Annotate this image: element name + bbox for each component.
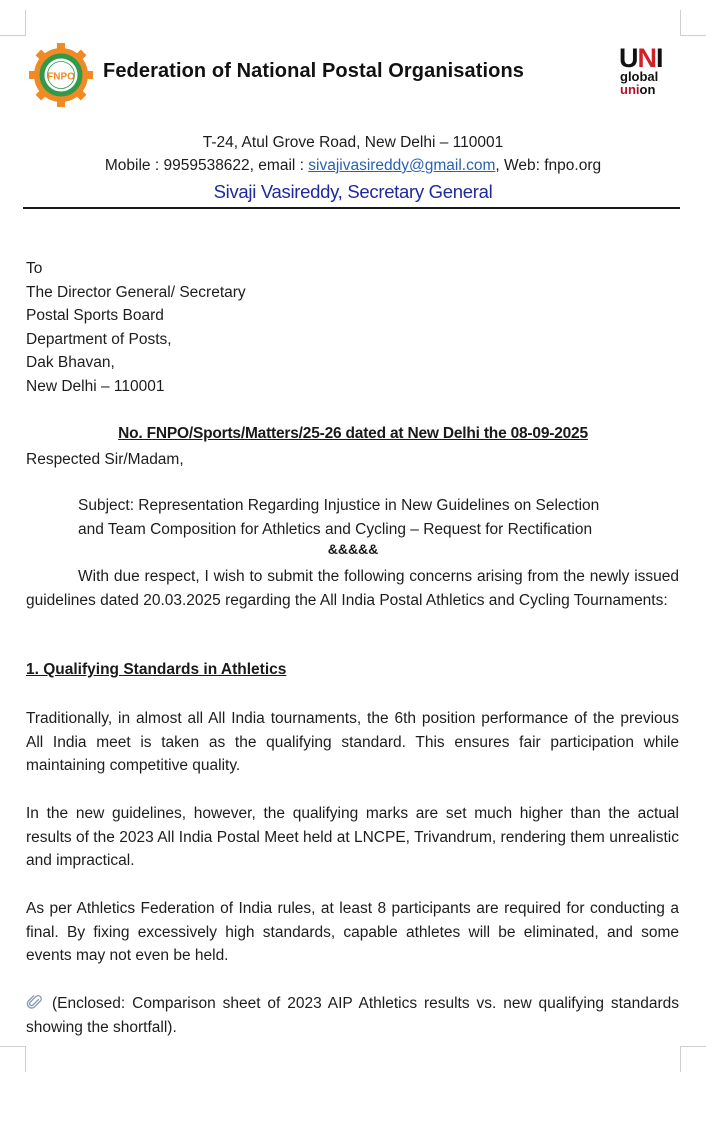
email-link[interactable]: sivajivasireddy@gmail.com: [308, 157, 496, 174]
separator: &&&&&: [327, 541, 379, 557]
paragraph: In the new guidelines, however, the qualifying marks are set much higher than the actual results of the 2023 All India Postal Meet held at LNCPE, Trivandrum, rendering them unrealistic and impractical.: [26, 805, 679, 869]
reference-number: No. FNPO/Sports/Matters/25-26 dated at New Delhi the 08-09-2025: [118, 425, 588, 442]
crop-mark-bottom-left: [0, 1046, 26, 1072]
org-contact-line: Mobile : 9959538622, email : sivajivasireddy@gmail.com, Web: fnpo.org: [104, 157, 602, 174]
header-divider: [23, 207, 680, 209]
paperclip-icon: [26, 993, 44, 1011]
fnpo-logo-icon: [28, 42, 94, 108]
signatory-line: Sivaji Vasireddy, Secretary General: [213, 181, 493, 202]
paragraph: Traditionally, in almost all All India tournaments, the 6th position performance of the previous All India meet is taken as the qualifying standard. This ensures fair participation while maintaining competitive quality.: [26, 710, 679, 774]
letterhead: [22, 38, 682, 110]
crop-mark-bottom-right: [680, 1046, 706, 1072]
uni-global-union-logo: UNI global union: [619, 43, 663, 97]
section-heading: 1. Qualifying Standards in Athletics: [26, 661, 287, 678]
enclosure-note: (Enclosed: Comparison sheet of 2023 AIP Athletics results vs. new qualifying standards showing the shortfall).: [26, 995, 679, 1036]
svg-text:FNPO: FNPO: [47, 71, 75, 83]
recipient-address: To The Director General/ Secretary Postal Sports Board Department of Posts, Dak Bhavan, New Delhi – 110001: [26, 260, 246, 395]
salutation: Respected Sir/Madam,: [26, 451, 184, 468]
crop-mark-top-right: [680, 10, 706, 36]
paragraph: As per Athletics Federation of India rules, at least 8 participants are required for conducting a final. By fixing excessively high standards, capable athletes will be eliminated, and some events may not even be held.: [26, 900, 679, 964]
organisation-name: Federation of National Postal Organisations: [103, 60, 525, 82]
subject: Subject: Representation Regarding Injustice in New Guidelines on Selection and Team Composition for Athletics and Cycling – Request for Rectification: [78, 497, 600, 538]
org-address: T-24, Atul Grove Road, New Delhi – 110001: [202, 134, 504, 151]
crop-mark-top-left: [0, 10, 26, 36]
intro-paragraph: With due respect, I wish to submit the following concerns arising from the newly issued guidelines dated 20.03.2025 regarding the All India Postal Athletics and Cycling Tournaments:: [26, 568, 679, 609]
